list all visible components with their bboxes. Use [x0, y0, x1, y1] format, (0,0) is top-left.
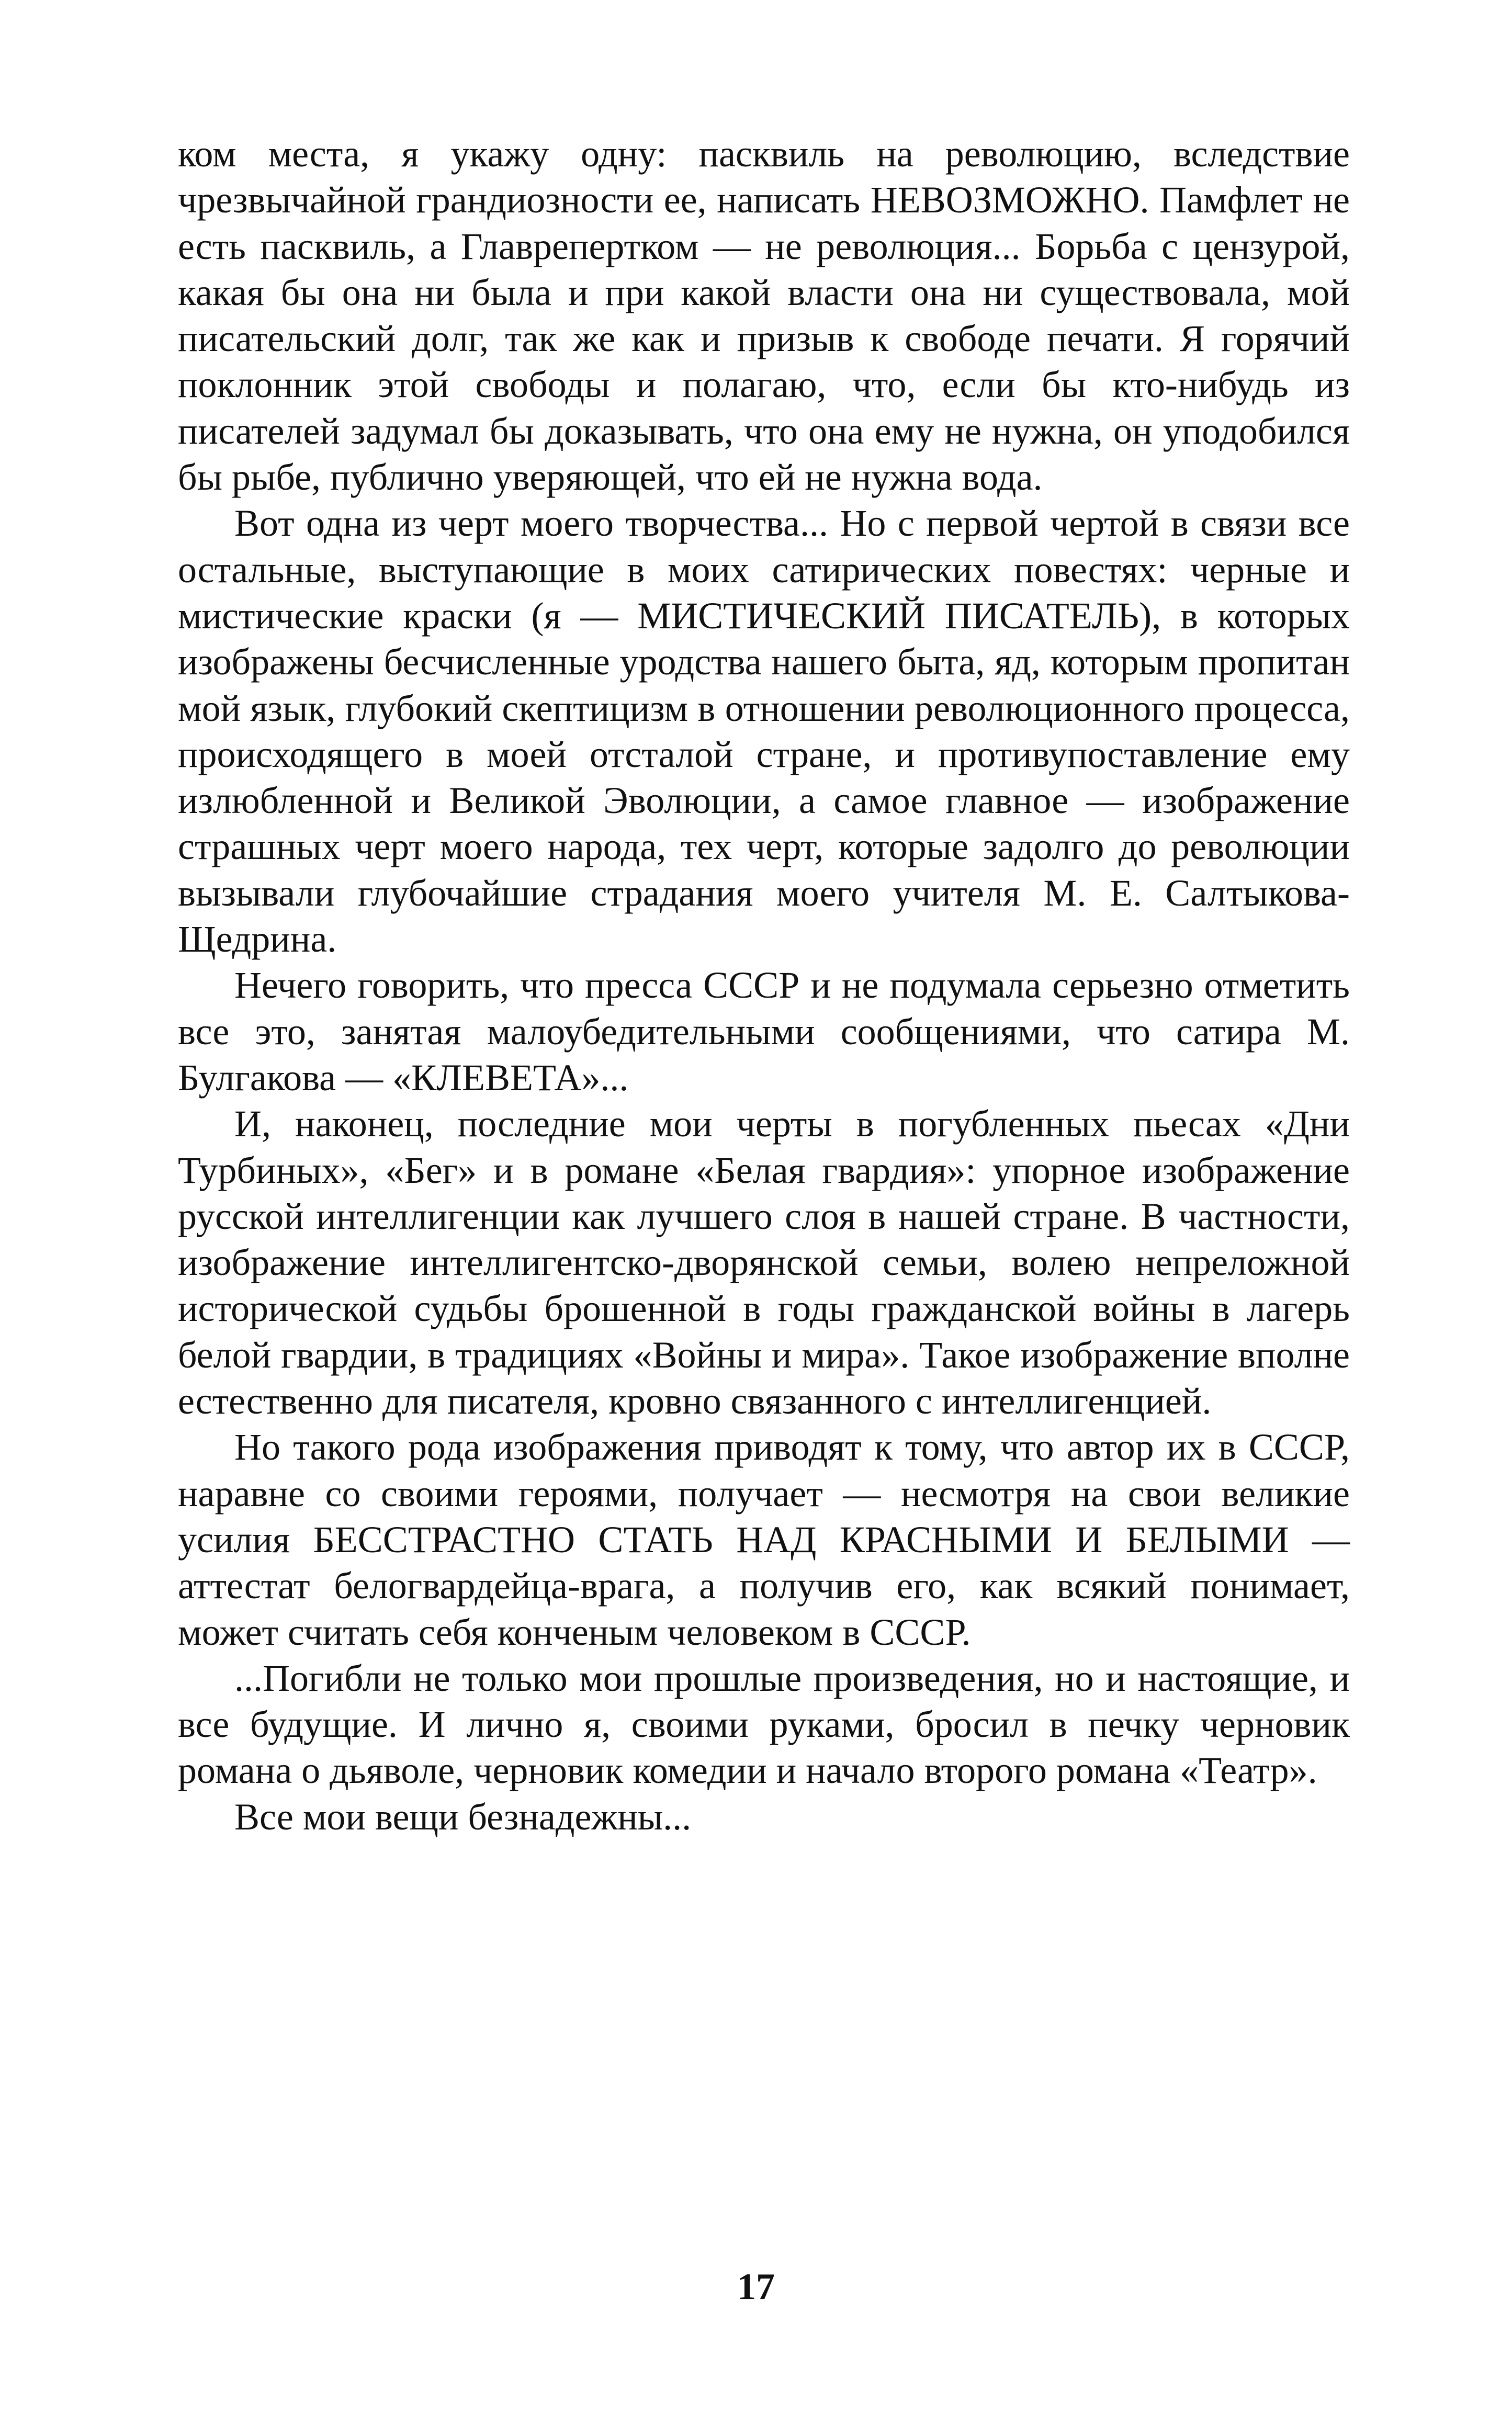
- paragraph-7: Все мои вещи безнадежны...: [234, 1795, 692, 1838]
- paragraph-1: ком места, я укажу одну: пасквиль на революцию, вследствие чрезвычайной грандиозности ее, написать НЕВОЗМОЖНО. Памфлет не есть пасквиль, а Главрепертком — не революция... Борьба с цензурой, какая бы она ни была и при какой власти она ни существовала, мой писательский долг, так же как и призыв к свободе печати. Я горячий поклонник этой свободы и полагаю, что, если бы кто-нибудь из писателей задумал бы доказывать, что она ему не нужна, он уподобился бы рыбе, публично уверяющей, что ей не нужна вода.: [178, 133, 1350, 499]
- paragraph-3: Нечего говорить, что пресса СССР и не подумала серьезно отметить все это, занятая малоубедительными сообщениями, что сатира М. Булгакова — «КЛЕВЕТА»...: [178, 964, 1350, 1099]
- paragraph-5: Но такого рода изображения приводят к тому, что автор их в СССР, наравне со своими героями, получает — несмотря на свои великие усилия БЕССТРАСТНО СТАТЬ НАД КРАСНЫМИ И БЕЛЫМИ — аттестат белогвардейца-врага, а получив его, как всякий понимает, может считать себя конченым человеком в СССР.: [178, 1426, 1350, 1653]
- paragraph-4: И, наконец, последние мои черты в погубленных пьесах «Дни Турбиных», «Бег» и в романе «Белая гвардия»: упорное изображение русской интеллигенции как лучшего слоя в нашей стране. В частности, изображение интеллигентско-дворянской семьи, волею непреложной исторической судьбы брошенной в годы гражданской войны в лагерь белой гвардии, в традициях «Войны и мира». Такое изображение вполне естественно для писателя, кровно связанного с интеллигенцией.: [178, 1103, 1350, 1422]
- paragraph-2: Вот одна из черт моего творчества... Но с первой чертой в связи все остальные, выступающие в моих сатирических повестях: черные и мистические краски (я — МИСТИЧЕСКИЙ ПИСАТЕЛЬ), в которых изображены бесчисленные уродства нашего быта, яд, которым пропитан мой язык, глубокий скептицизм в отношении революционного процесса, происходящего в моей отсталой стране, и противупоставление ему излюбленной и Великой Эволюции, а самое главное — изображение страшных черт моего народа, тех черт, которые задолго до революции вызывали глубочайшие страдания моего учителя М. Е. Салтыкова-Щедрина.: [178, 502, 1350, 961]
- body-text: [178, 131, 1350, 1840]
- page-number: 17: [737, 2266, 775, 2308]
- paragraph-6: ...Погибли не только мои прошлые произведения, но и настоящие, и все будущие. И лично я, своими руками, бросил в печку черновик романа о дьяволе, черновик комедии и начало второго романа «Театр».: [178, 1657, 1350, 1792]
